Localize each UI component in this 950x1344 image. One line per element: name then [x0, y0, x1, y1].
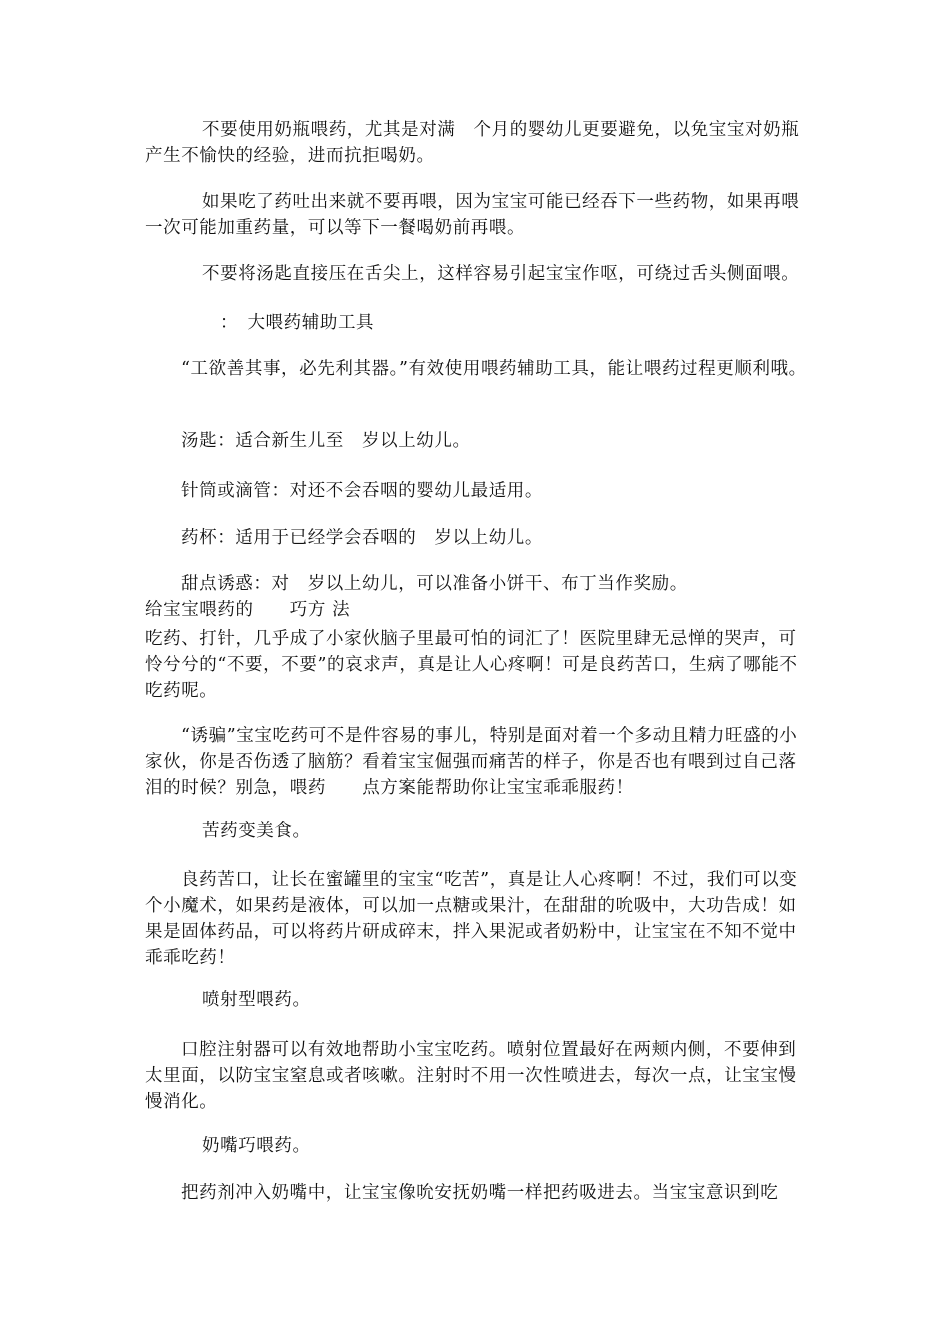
paragraph-intro-crying: 吃药、打针，几乎成了小家伙脑子里最可怕的词汇了！医院里肆无忌惮的哭声，可怜兮兮的“不要，不要”的哀求声，真是让人心疼啊！可是良药苦口，生病了哪能不吃药呢。	[145, 629, 798, 701]
paragraph-spoon-advice: 不要将汤匙直接压在舌尖上，这样容易引起宝宝作呕，可绕过舌头侧面喂。	[202, 264, 800, 284]
list-item-spoon: 汤匙：适合新生儿至 岁以上幼儿。	[181, 431, 471, 451]
subheading-spray-feeding: 喷射型喂药。	[202, 990, 311, 1010]
subheading-pacifier-feeding: 奶嘴巧喂药。	[202, 1136, 311, 1156]
section-heading-tips: 给宝宝喂药的 巧方 法	[145, 600, 351, 620]
section-heading-tools: ： 大喂药辅助工具	[220, 313, 375, 333]
paragraph-tools-intro: “工欲善其事，必先利其器。”有效使用喂药辅助工具，能让喂药过程更顺利哦。	[181, 359, 807, 379]
paragraph-bottle-warning: 不要使用奶瓶喂药，尤其是对满 个月的婴幼儿更要避免，以免宝宝对奶瓶产生不愉快的经验，进而抗拒喝奶。	[145, 120, 800, 166]
paragraph-pacifier-feeding: 把药剂冲入奶嘴中，让宝宝像吮安抚奶嘴一样把药吸进去。当宝宝意识到吃	[181, 1183, 779, 1203]
paragraph-spray-feeding: 口腔注射器可以有效地帮助小宝宝吃药。喷射位置最好在两颊内侧，不要伸到太里面，以防宝宝窒息或者咳嗽。注射时不用一次性喷进去，每次一点，让宝宝慢慢消化。	[145, 1040, 797, 1112]
paragraph-vomit-advice: 如果吃了药吐出来就不要再喂，因为宝宝可能已经吞下一些药物，如果再喂一次可能加重药量，可以等下一餐喝奶前再喂。	[145, 192, 800, 238]
list-item-dessert: 甜点诱惑：对 岁以上幼儿，可以准备小饼干、布丁当作奖励。	[181, 574, 688, 594]
subheading-bitter-to-tasty: 苦药变美食。	[202, 821, 311, 841]
list-item-syringe: 针筒或滴管：对还不会吞咽的婴幼儿最适用。	[181, 481, 543, 501]
paragraph-intro-coaxing: “诱骗”宝宝吃药可不是件容易的事儿，特别是面对着一个多动且精力旺盛的小家伙，你是否伤透了脑筋？看着宝宝倔强而痛苦的样子，你是否也有喂到过自己落泪的时候？别急，喂药 点方案能帮助你让宝宝乖乖服药！	[145, 726, 798, 798]
paragraph-bitter-to-tasty: 良药苦口，让长在蜜罐里的宝宝“吃苦”，真是让人心疼啊！不过，我们可以变个小魔术，如果药是液体，可以加一点糖或果汁，在甜甜的吮吸中，大功告成！如果是固体药品，可以将药片研成碎末，拌入果泥或者奶粉中，让宝宝在不知不觉中乖乖吃药！	[145, 870, 798, 968]
list-item-cup: 药杯：适用于已经学会吞咽的 岁以上幼儿。	[181, 528, 543, 548]
